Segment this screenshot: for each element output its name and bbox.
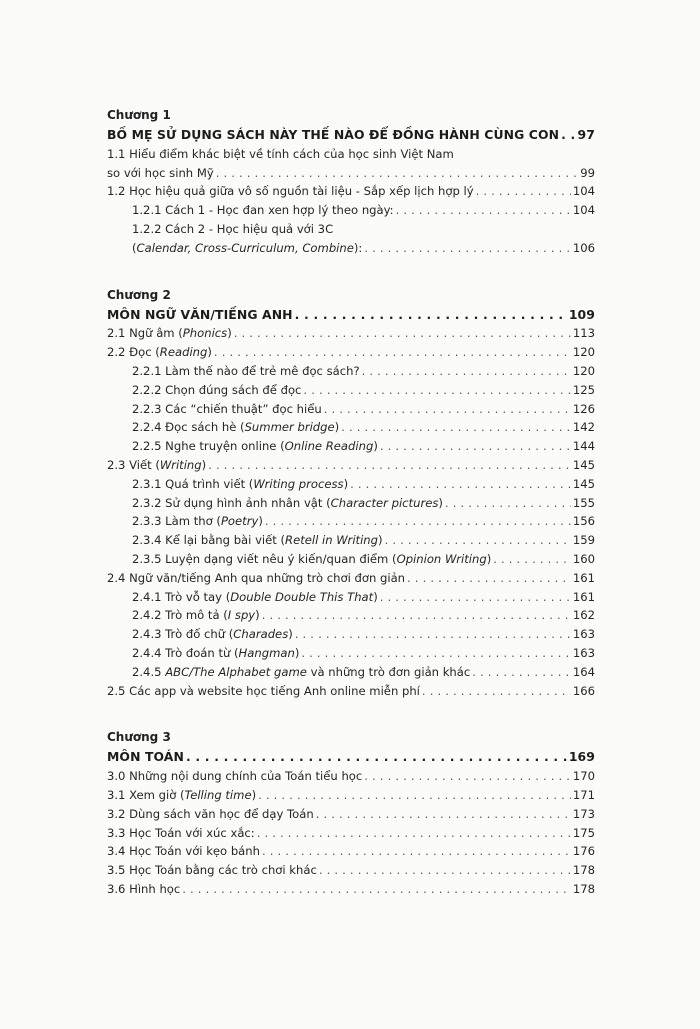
chapter-section: [107, 108, 595, 258]
toc-entry: [107, 494, 595, 513]
entry-title: [107, 164, 214, 183]
dot-leader: [364, 767, 571, 786]
entry-title: [132, 475, 348, 494]
toc-entry: [107, 400, 595, 419]
page-number: 99: [580, 165, 595, 180]
toc-entry: [107, 475, 595, 494]
entry-title-text: ): [438, 495, 443, 510]
toc-entry: [107, 418, 595, 437]
page-number: 159: [572, 533, 595, 548]
entry-title-text: ): [227, 326, 232, 341]
chapter-title: MÔN NGỮ VĂN/TIẾNG ANH: [107, 306, 293, 322]
page-number: 166: [572, 683, 595, 698]
toc-entry: [107, 682, 595, 701]
page-number: 120: [572, 363, 595, 378]
entry-title: [132, 512, 263, 531]
entry-title-text: ): [353, 240, 359, 255]
dot-leader: [341, 418, 571, 437]
entry-title-text: 2.2.5 Nghe truyện online (: [132, 439, 285, 454]
dot-leader: [257, 824, 571, 843]
entry-title-text: 3.2 Dùng sách văn học để dạy Toán: [107, 806, 314, 821]
dot-leader: [262, 606, 571, 625]
page-number: 162: [572, 608, 595, 623]
entry-title-text: 2.1 Ngữ âm (: [107, 326, 183, 341]
entry-title-italic: Poetry: [220, 514, 259, 529]
entry-title-text: ): [486, 551, 492, 566]
chapter-title: BỐ MẸ SỬ DỤNG SÁCH NÀY THẾ NÀO ĐỂ ĐỒNG HÀNH CÙNG CON: [107, 127, 560, 142]
entry-title: [132, 644, 299, 663]
entry-title: [107, 456, 206, 475]
chapter-label: Chương 2: [107, 287, 171, 302]
toc-entry: [107, 324, 595, 343]
entry-title: [107, 182, 474, 201]
dot-leader: [324, 400, 571, 419]
entry-title-text: 3.6 Hình học: [107, 881, 181, 896]
toc-entry: [107, 456, 595, 475]
entry-title-italic: ABC/The Alphabet game: [165, 664, 307, 679]
toc-entry: [107, 343, 595, 362]
entry-title: [132, 381, 301, 400]
entry-title-text: ): [294, 645, 300, 660]
entry-title-text: 3.3 Học Toán với xúc xắc:: [107, 825, 255, 840]
entry-title: [132, 239, 362, 258]
toc-entry: [107, 786, 595, 805]
entry-title-text: 2.2.3 Các “chiến thuật” đọc hiểu: [132, 401, 322, 416]
page-number: 104: [572, 203, 595, 218]
toc-entry: [107, 663, 595, 682]
toc-entry: [107, 550, 595, 569]
dot-leader: [380, 437, 571, 456]
entry-title-text: 2.4.1 Trò vỗ tay (: [132, 589, 231, 604]
dot-leader: [472, 663, 571, 682]
toc-entry: [107, 824, 595, 843]
toc-entry: [107, 220, 595, 239]
toc-entry: [107, 880, 595, 899]
entry-title-text: ): [255, 608, 260, 623]
entry-title: [107, 682, 420, 701]
page-number: 163: [572, 645, 595, 660]
entry-title-italic: Calendar, Cross-Curriculum, Combine: [136, 240, 354, 255]
entry-title-text: 1.2.2 Cách 2 - Học hiệu quả với 3C: [132, 221, 334, 236]
entry-title: [107, 824, 255, 843]
dot-leader: [208, 456, 571, 475]
page-number: 142: [572, 420, 595, 435]
toc-entry: [107, 767, 595, 786]
dot-leader: [182, 880, 571, 899]
toc-entry: [107, 145, 595, 164]
entry-title: [107, 786, 256, 805]
entry-title: [132, 550, 491, 569]
entry-title-italic: Opinion Writing: [396, 551, 487, 566]
toc-entry: [107, 437, 595, 456]
entry-title: [132, 606, 260, 625]
entry-title: [132, 418, 339, 437]
entry-title-text: 2.4.4 Trò đoán từ (: [132, 645, 239, 660]
page-number: 175: [572, 825, 595, 840]
entry-title: [107, 145, 454, 164]
page-number: 160: [572, 551, 595, 566]
page-number: 178: [572, 863, 595, 878]
entry-title-text: 2.2.4 Đọc sách hè (: [132, 420, 245, 435]
dot-leader: [301, 644, 571, 663]
page-number: 163: [572, 627, 595, 642]
entry-title-text: ): [373, 439, 378, 454]
page-number: 169: [568, 749, 595, 765]
entry-title-text: và những trò đơn giản khác: [306, 664, 471, 679]
chapter-title: MÔN TOÁN: [107, 749, 184, 765]
toc-entry: [107, 606, 595, 625]
entry-title-italic: Phonics: [182, 326, 228, 341]
chapter-section: [107, 730, 595, 898]
entry-title-text: 2.2.1 Làm thế nào để trẻ mê đọc sách?: [132, 363, 360, 378]
dot-leader: [407, 569, 571, 588]
entry-title-italic: Online Reading: [284, 439, 374, 454]
entry-title-text: 2.5 Các app và website học tiếng Anh online miễn phí: [107, 683, 420, 698]
entry-title-text: 2.4.5: [132, 664, 166, 679]
page-number: 97: [577, 127, 595, 142]
page-number: 173: [572, 806, 595, 821]
entry-title: [132, 400, 322, 419]
entry-title-text: 2.3 Viết (: [107, 457, 160, 472]
entry-title-text: 2.4.3 Trò đố chữ (: [132, 627, 234, 642]
entry-title-text: ): [258, 514, 263, 529]
chapter-section: [107, 288, 595, 701]
toc-entry: [107, 201, 595, 220]
page-number: 125: [572, 382, 595, 397]
page-number: 145: [572, 476, 595, 491]
entry-title-text: 3.1 Xem giờ (: [107, 787, 185, 802]
entry-title: [107, 343, 212, 362]
entry-title-italic: Writing process: [253, 476, 344, 491]
entry-title-text: ): [378, 533, 383, 548]
dot-leader: [561, 126, 575, 145]
entry-title-italic: Writing: [159, 457, 202, 472]
entry-title: [132, 220, 333, 239]
dot-leader: [493, 550, 571, 569]
dot-leader: [186, 748, 567, 767]
page-number: 155: [572, 495, 595, 510]
entry-title-text: 2.2.2 Chọn đúng sách để đọc: [132, 382, 302, 397]
page-number: 104: [572, 184, 595, 199]
page-number: 126: [572, 401, 595, 416]
page-number: 176: [572, 844, 595, 859]
entry-title: [132, 588, 378, 607]
entry-title-italic: Hangman: [238, 645, 295, 660]
entry-title: [132, 437, 378, 456]
entry-title-italic: Reading: [159, 345, 208, 360]
dot-leader: [316, 805, 571, 824]
dot-leader: [445, 494, 571, 513]
toc-entry: [107, 644, 595, 663]
entry-title-text: (: [132, 240, 137, 255]
entry-title-text: 2.4 Ngữ văn/tiếng Anh qua những trò chơi đơn giản: [107, 570, 406, 585]
entry-title-italic: Charades: [233, 627, 289, 642]
entry-title-text: 2.2 Đọc (: [107, 345, 160, 360]
entry-title-text: 2.3.3 Làm thơ (: [132, 514, 221, 529]
page-number: 109: [568, 306, 595, 322]
entry-title-text: 2.4.2 Trò mô tả (: [132, 608, 228, 623]
page-number: 161: [572, 589, 595, 604]
chapter-title-row: [107, 126, 595, 145]
entry-title-text: so với học sinh Mỹ: [107, 165, 214, 180]
dot-leader: [303, 381, 570, 400]
entry-title-text: 1.2 Học hiệu quả giữa vô số nguồn tài liệu - Sắp xếp lịch hợp lý: [107, 184, 474, 199]
page-number: 170: [572, 769, 595, 784]
entry-title: [107, 842, 260, 861]
toc-entry: [107, 569, 595, 588]
dot-leader: [396, 201, 571, 220]
page-number: 144: [572, 439, 595, 454]
dot-leader: [422, 682, 571, 701]
entry-title-italic: Character pictures: [330, 495, 439, 510]
entry-title-text: ): [334, 420, 340, 435]
toc-entry: [107, 588, 595, 607]
entry-title-text: 3.5 Học Toán bằng các trò chơi khác: [107, 863, 317, 878]
toc-entry: [107, 362, 595, 381]
toc-entry: [107, 512, 595, 531]
chapter-label: Chương 1: [107, 108, 171, 122]
toc-entry: [107, 805, 595, 824]
entry-title-text: 2.3.5 Luyện dạng viết nêu ý kiến/quan điểm (: [132, 551, 397, 566]
dot-leader: [476, 182, 571, 201]
entry-title: [107, 805, 314, 824]
toc-entry: [107, 381, 595, 400]
page-number: 164: [572, 664, 595, 679]
entry-title-text: ): [207, 345, 212, 360]
dot-leader: [258, 786, 571, 805]
chapter-title-row: [107, 748, 595, 767]
entry-title: [107, 324, 232, 343]
dot-leader: [380, 588, 571, 607]
entry-title-text: :: [358, 240, 363, 255]
entry-title: [107, 861, 317, 880]
entry-title-text: 2.3.4 Kể lại bằng bài viết (: [132, 533, 286, 548]
page-number: 120: [572, 345, 595, 360]
entry-title-italic: Telling time: [184, 787, 252, 802]
entry-title: [107, 767, 362, 786]
entry-title: [132, 201, 394, 220]
entry-title-text: ): [288, 627, 293, 642]
dot-leader: [216, 164, 579, 183]
dot-leader: [265, 512, 571, 531]
entry-title: [132, 362, 360, 381]
toc-entry: [107, 164, 595, 183]
dot-leader: [262, 842, 571, 861]
dot-leader: [295, 625, 571, 644]
entry-title-text: 2.3.1 Quá trình viết (: [132, 476, 254, 491]
entry-title: [107, 880, 180, 899]
page-number: 113: [572, 326, 595, 341]
entry-title-text: ): [251, 787, 257, 802]
entry-title-text: 2.3.2 Sử dụng hình ảnh nhân vật (: [132, 495, 331, 510]
page-number: 178: [572, 881, 595, 896]
entry-title-text: ): [373, 589, 378, 604]
page-number: 145: [572, 457, 595, 472]
page-number: 156: [572, 514, 595, 529]
entry-title: [132, 625, 293, 644]
dot-leader: [364, 239, 571, 258]
page-number: 106: [572, 240, 595, 255]
dot-leader: [295, 306, 567, 325]
entry-title-text: ): [201, 457, 207, 472]
chapter-label: Chương 3: [107, 730, 171, 745]
dot-leader: [362, 362, 571, 381]
toc-entry: [107, 531, 595, 550]
entry-title: [107, 569, 405, 588]
dot-leader: [350, 475, 571, 494]
entry-title-text: 3.4 Học Toán với kẹo bánh: [107, 844, 260, 859]
entry-title-italic: Summer bridge: [244, 420, 335, 435]
entry-title-text: ): [343, 476, 349, 491]
entry-title-italic: Retell in Writing: [285, 533, 379, 548]
page-number: 161: [572, 570, 595, 585]
dot-leader: [234, 324, 571, 343]
entry-title-text: 3.0 Những nội dung chính của Toán tiểu học: [107, 769, 363, 784]
entry-title-text: 1.1 Hiểu điểm khác biệt về tính cách của học sinh Việt Nam: [107, 146, 454, 161]
entry-title-text: 1.2.1 Cách 1 - Học đan xen hợp lý theo ngày:: [132, 203, 394, 218]
entry-title: [132, 494, 443, 513]
entry-title: [132, 531, 383, 550]
dot-leader: [385, 531, 571, 550]
toc-entry: [107, 182, 595, 201]
toc-entry: [107, 239, 595, 258]
chapter-title-row: [107, 306, 595, 325]
toc-entry: [107, 625, 595, 644]
dot-leader: [214, 343, 571, 362]
entry-title: [132, 663, 470, 682]
entry-title-italic: Double Double This That: [230, 589, 374, 604]
toc-entry: [107, 861, 595, 880]
table-of-contents: [107, 108, 595, 929]
toc-entry: [107, 842, 595, 861]
entry-title-italic: I spy: [227, 608, 256, 623]
page-number: 171: [572, 787, 595, 802]
dot-leader: [319, 861, 571, 880]
